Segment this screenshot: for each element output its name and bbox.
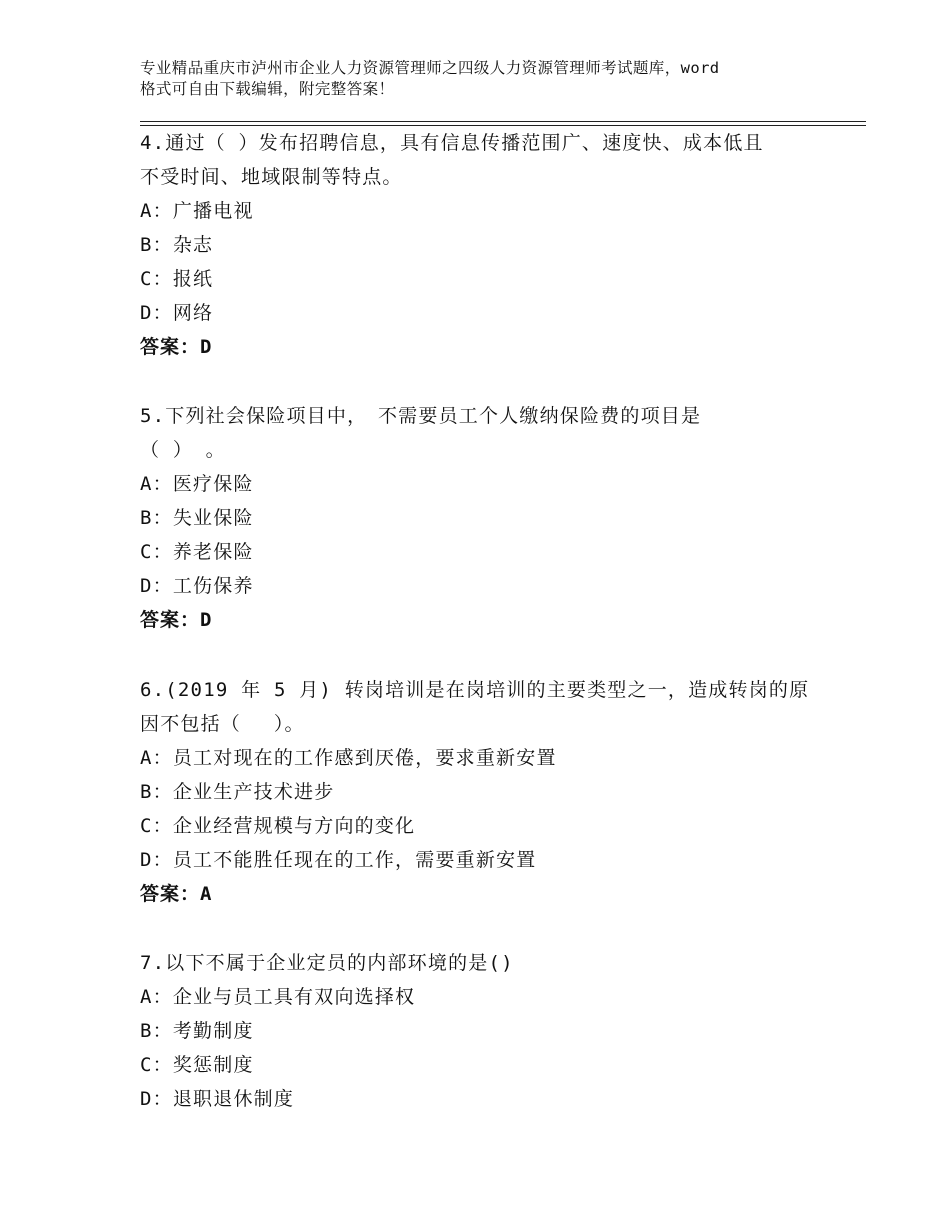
answer — [140, 877, 820, 911]
answer-value: D — [200, 336, 213, 358]
option-b: B：失业保险 — [140, 507, 254, 529]
answer-label: 答案： — [140, 883, 201, 905]
answer — [140, 330, 820, 364]
question-stem: 5.下列社会保险项目中， 不需要员工个人缴纳保险费的项目是 — [140, 405, 702, 427]
option-d: D：工伤保养 — [140, 575, 254, 597]
answer-value: A — [200, 883, 213, 905]
option-d: D：退职退休制度 — [140, 1088, 295, 1110]
option-a: A：医疗保险 — [140, 473, 254, 495]
option-b: B：考勤制度 — [140, 1020, 254, 1042]
option-a: A：企业与员工具有双向选择权 — [140, 986, 416, 1008]
option-b: B：企业生产技术进步 — [140, 781, 335, 803]
question-4 — [140, 126, 820, 364]
question-5 — [140, 399, 820, 637]
option-d: D：员工不能胜任现在的工作，需要重新安置 — [140, 849, 537, 871]
answer-label: 答案： — [140, 609, 201, 631]
option-a: A：员工对现在的工作感到厌倦，要求重新安置 — [140, 747, 557, 769]
option-c: C：养老保险 — [140, 541, 254, 563]
option-d: D：网络 — [140, 302, 214, 324]
question-7 — [140, 946, 820, 1116]
answer — [140, 603, 820, 637]
option-b: B：杂志 — [140, 234, 214, 256]
header-line-2: 格式可自由下载编辑，附完整答案！ — [140, 80, 395, 98]
answer-value: D — [200, 609, 213, 631]
question-6 — [140, 673, 820, 911]
question-stem: 4.通过（ ）发布招聘信息，具有信息传播范围广、速度快、成本低且 — [140, 132, 764, 154]
header-line-1: 专业精品重庆市泸州市企业人力资源管理师之四级人力资源管理师考试题库，word — [140, 59, 720, 77]
answer-label: 答案： — [140, 336, 201, 358]
question-stem: 7.以下不属于企业定员的内部环境的是() — [140, 952, 514, 974]
option-c: C：奖惩制度 — [140, 1054, 254, 1076]
question-stem-continued: （ ） 。 — [140, 439, 226, 461]
header-divider-top — [140, 121, 866, 122]
question-stem: 6.(2019 年 5 月) 转岗培训是在岗培训的主要类型之一，造成转岗的原 — [140, 679, 810, 701]
option-c: C：报纸 — [140, 268, 214, 290]
document-header — [140, 58, 840, 100]
option-c: C：企业经营规模与方向的变化 — [140, 815, 416, 837]
option-a: A：广播电视 — [140, 200, 254, 222]
question-stem-continued: 因不包括（ ）。 — [140, 713, 305, 735]
question-stem-continued: 不受时间、地域限制等特点。 — [140, 166, 403, 188]
